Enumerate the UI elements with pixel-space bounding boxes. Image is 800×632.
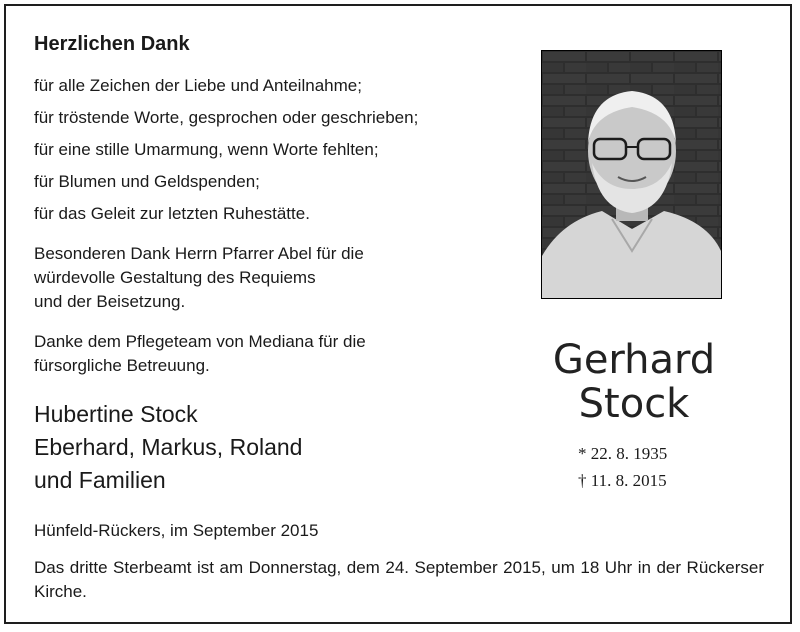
thanks-line: für tröstende Worte, gesprochen oder geschrieben; xyxy=(34,108,419,127)
signers-block xyxy=(34,398,302,497)
thanks-line: für das Geleit zur letzten Ruhestätte. xyxy=(34,204,310,223)
portrait-photo xyxy=(541,50,722,299)
life-dates xyxy=(578,440,667,494)
thanks-line: für eine stille Umarmung, wenn Worte fehlten; xyxy=(34,140,379,159)
care-thanks-paragraph: Danke dem Pflegeteam von Mediana für die fürsorgliche Betreuung. xyxy=(34,332,366,375)
notice-heading: Herzlichen Dank xyxy=(34,33,190,55)
mass-notice: Das dritte Sterbeamt ist am Donnerstag, dem 24. September 2015, um 18 Uhr in der Rückerser Kirche. xyxy=(34,558,764,601)
place-date: Hünfeld-Rückers, im September 2015 xyxy=(34,521,319,540)
signer-line: Eberhard, Markus, Roland xyxy=(34,434,303,460)
deceased-first-name: Gerhard xyxy=(552,337,716,383)
birth-date: * 22. 8. 1935 xyxy=(578,444,668,463)
special-thanks-paragraph: Besonderen Dank Herrn Pfarrer Abel für die würdevolle Gestaltung des Requiems und der Beisetzung. xyxy=(34,244,364,311)
thanks-list xyxy=(34,70,418,230)
deceased-last-name: Stock xyxy=(578,381,690,427)
thanks-line: für alle Zeichen der Liebe und Anteilnahme; xyxy=(34,76,362,95)
death-date: † 11. 8. 2015 xyxy=(578,471,667,490)
deceased-name xyxy=(538,338,730,426)
signer-line: und Familien xyxy=(34,467,166,493)
portrait-image xyxy=(542,51,721,298)
thanks-line: für Blumen und Geldspenden; xyxy=(34,172,260,191)
signer-line: Hubertine Stock xyxy=(34,401,198,427)
